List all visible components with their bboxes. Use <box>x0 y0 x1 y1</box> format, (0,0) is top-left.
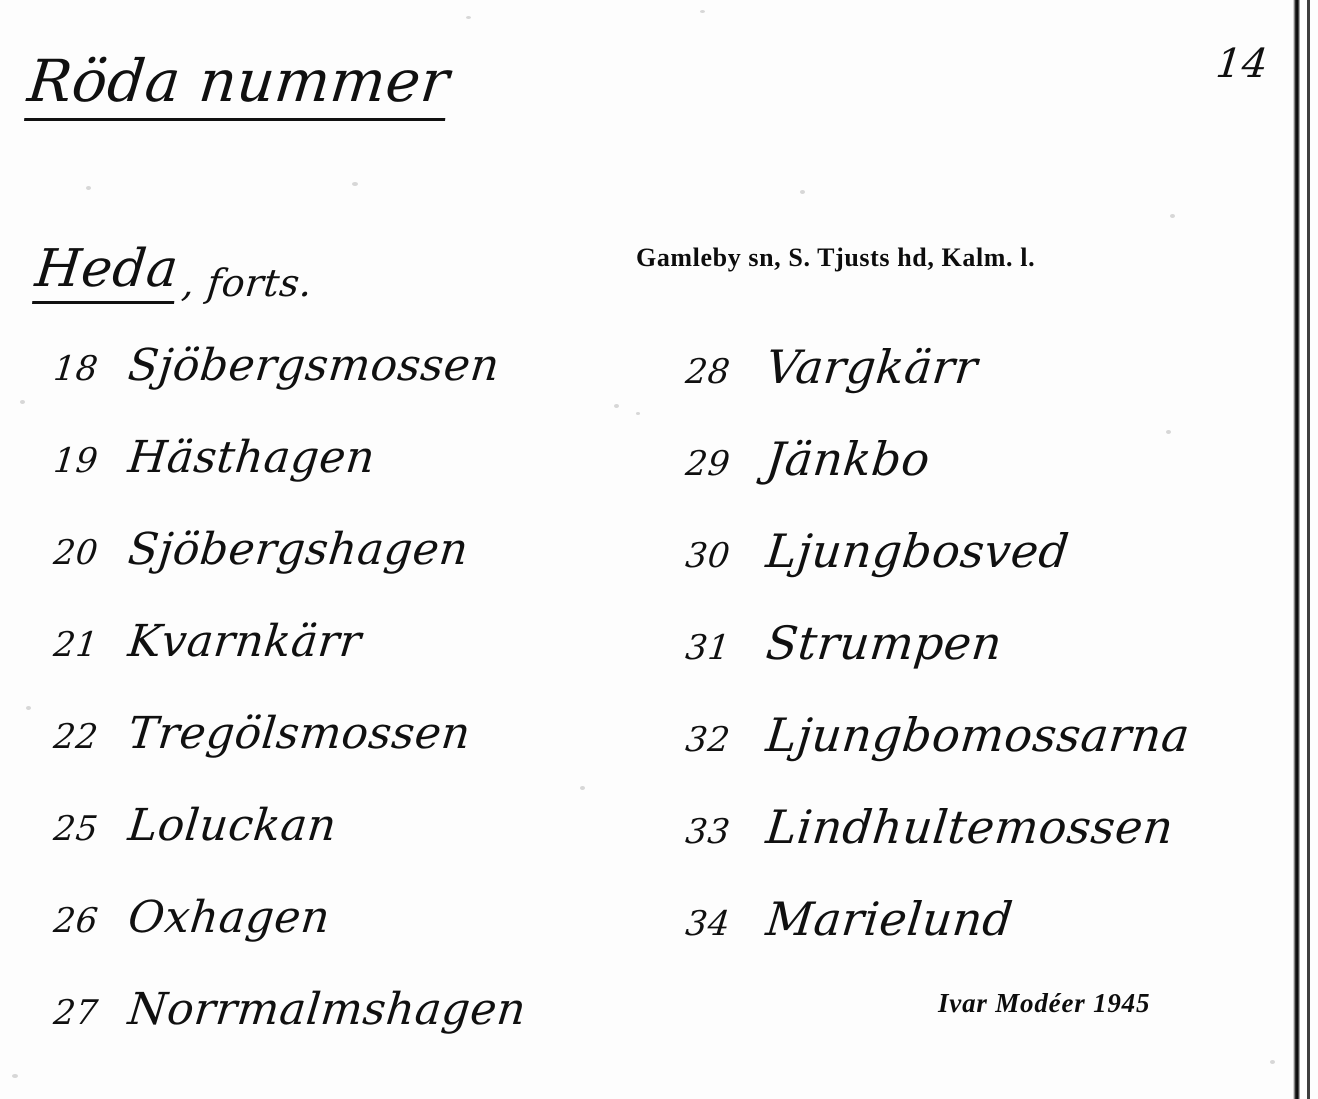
entry-number: 19 <box>51 441 101 481</box>
entry-list-left <box>51 340 529 1080</box>
scan-speck <box>86 186 91 190</box>
scan-speck <box>580 786 585 790</box>
entry-number: 21 <box>51 625 101 665</box>
scan-speck <box>20 400 25 404</box>
entry-name: Strumpen <box>763 616 1005 670</box>
entry-number: 26 <box>51 901 101 941</box>
entry-name: Oxhagen <box>125 892 333 943</box>
scan-speck <box>700 10 705 13</box>
entry-number: 27 <box>51 993 101 1033</box>
entry-name: Marielund <box>763 892 1016 946</box>
list-item <box>683 616 1187 712</box>
entry-number: 20 <box>51 533 101 573</box>
list-item <box>683 432 1187 528</box>
scan-speck <box>800 190 805 194</box>
entry-name: Ljungbomossarna <box>763 708 1193 762</box>
scan-speck <box>466 16 471 19</box>
list-item <box>51 800 524 896</box>
entry-number: 34 <box>683 904 733 944</box>
entry-number: 25 <box>51 809 101 849</box>
entry-list-right <box>683 340 1193 988</box>
entry-number: 33 <box>683 812 733 852</box>
card-edge-shadow <box>1293 0 1300 1099</box>
list-item <box>51 892 524 988</box>
entry-name: Ljungbosved <box>763 524 1072 578</box>
entry-number: 30 <box>683 536 733 576</box>
parish-district-line: Gamleby sn, S. Tjusts hd, Kalm. l. <box>636 243 1036 272</box>
scan-speck <box>352 182 358 186</box>
scan-speck <box>12 1074 18 1078</box>
page-title: Röda nummer <box>24 52 452 121</box>
entry-number: 22 <box>51 717 101 757</box>
list-item <box>51 524 524 620</box>
list-item <box>683 800 1187 896</box>
scan-speck <box>636 412 640 415</box>
scan-speck <box>26 706 31 710</box>
list-item <box>51 616 524 712</box>
scan-speck <box>1270 1060 1275 1064</box>
entry-number: 29 <box>683 444 733 484</box>
entry-name: Lindhultemossen <box>763 800 1177 854</box>
section-heading-place: Heda <box>32 243 181 304</box>
collector-signature: Ivar Modéer 1945 <box>938 988 1151 1018</box>
list-item <box>51 984 529 1080</box>
entry-name: Sjöbergsmossen <box>125 340 503 391</box>
section-heading <box>32 239 316 305</box>
scan-speck <box>1170 214 1175 218</box>
section-heading-continued: , forts. <box>180 261 316 305</box>
entry-name: Hästhagen <box>125 432 378 483</box>
page-number: 14 <box>1213 41 1271 87</box>
entry-name: Loluckan <box>125 800 340 851</box>
list-item <box>51 432 524 528</box>
entry-number: 31 <box>683 628 733 668</box>
list-item <box>51 340 524 436</box>
card-edge-line <box>1307 0 1310 1099</box>
list-item <box>51 708 524 804</box>
list-item <box>683 892 1187 988</box>
entry-name: Vargkärr <box>763 340 981 394</box>
entry-name: Kvarnkärr <box>125 616 364 667</box>
entry-name: Sjöbergshagen <box>125 524 471 575</box>
entry-number: 28 <box>683 352 733 392</box>
list-item <box>683 524 1187 620</box>
entry-name: Jänkbo <box>763 432 933 486</box>
list-item <box>683 340 1187 436</box>
entry-number: 18 <box>51 349 101 389</box>
entry-number: 32 <box>683 720 733 760</box>
scan-speck <box>614 404 619 408</box>
entry-name: Norrmalmshagen <box>125 984 529 1035</box>
list-item <box>683 708 1193 804</box>
entry-name: Tregölsmossen <box>125 708 474 759</box>
